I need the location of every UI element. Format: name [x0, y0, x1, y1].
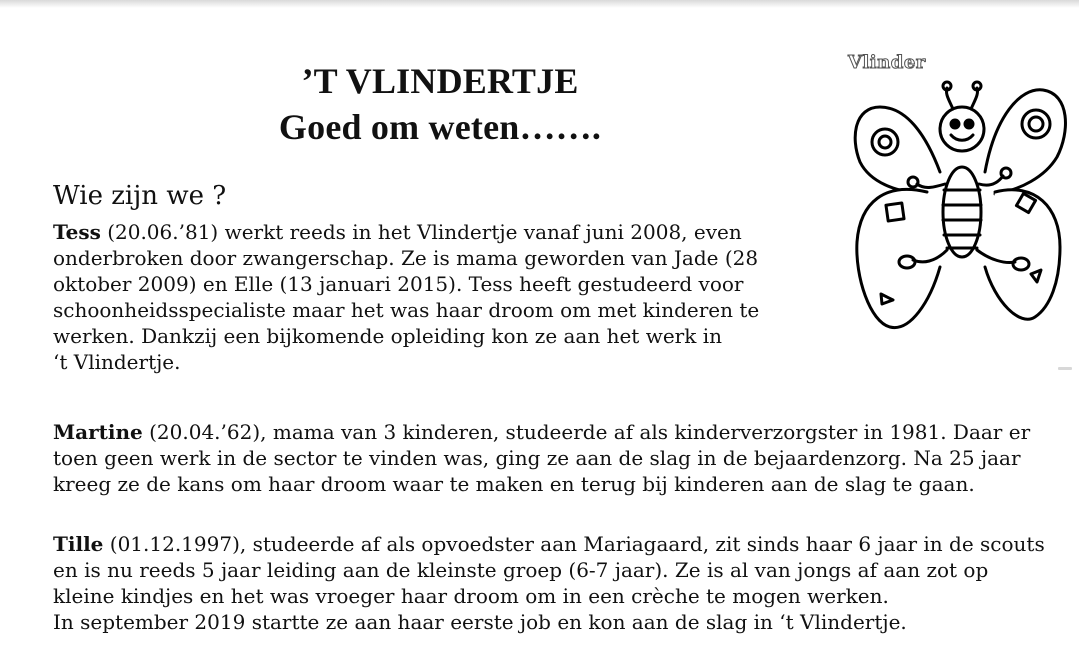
person-name: Martine: [53, 420, 143, 444]
paragraph-line: en is nu reeds 5 jaar leiding aan de kleinste groep (6-7 jaar). Ze is al van jongs af aan zot op: [53, 558, 989, 582]
person-name: Tille: [53, 532, 104, 556]
butterfly-icon: [845, 72, 1075, 337]
page-title: ’T VLINDERTJE: [301, 61, 579, 101]
paragraph-line: onderbroken door zwangerschap. Ze is mama geworden van Jade (28: [53, 246, 759, 270]
paragraph-line: kleine kindjes en het was vroeger haar droom om in een crèche te mogen werken.: [53, 584, 889, 608]
paragraph-line: kreeg ze de kans om haar droom waar te maken en terug bij kinderen aan de slag te gaan.: [53, 472, 975, 496]
paragraph-line: Tille (01.12.1997), studeerde af als opvoedster aan Mariagaard, zit sinds haar 6 jaar in de scouts: [53, 532, 1045, 556]
person-name: Tess: [53, 220, 101, 244]
paragraph-line: oktober 2009) en Elle (13 januari 2015). Tess heeft gestudeerd voor: [53, 272, 744, 296]
top-shadow: [0, 0, 1079, 8]
paragraph-line: toen geen werk in de sector te vinden was, ging ze aan de slag in de bejaardenzorg. Na 25 jaar: [53, 446, 1021, 470]
person-paragraph-martine: [53, 419, 1030, 497]
paragraph-line: schoonheidsspecialiste maar het was haar droom om met kinderen te: [53, 298, 760, 322]
paragraph-line: ‘t Vlindertje.: [53, 350, 181, 374]
person-paragraph-tille: [53, 531, 1045, 635]
paragraph-line: Tess (20.06.’81) werkt reeds in het Vlindertje vanaf juni 2008, even: [53, 220, 742, 244]
person-paragraph-tess: [53, 219, 759, 375]
logo-label: Vlinder: [848, 52, 926, 73]
paragraph-line: werken. Dankzij een bijkomende opleiding kon ze aan het werk in: [53, 324, 722, 348]
section-heading: Wie zijn we ?: [53, 181, 227, 211]
page-subtitle: Goed om weten…….: [278, 107, 602, 147]
paragraph-line: In september 2019 startte ze aan haar eerste job en kon aan de slag in ‘t Vlindertje.: [53, 610, 907, 634]
scan-mark: [1058, 367, 1072, 370]
paragraph-line: Martine (20.04.’62), mama van 3 kinderen, studeerde af als kinderverzorgster in 1981. Daar er: [53, 420, 1031, 444]
